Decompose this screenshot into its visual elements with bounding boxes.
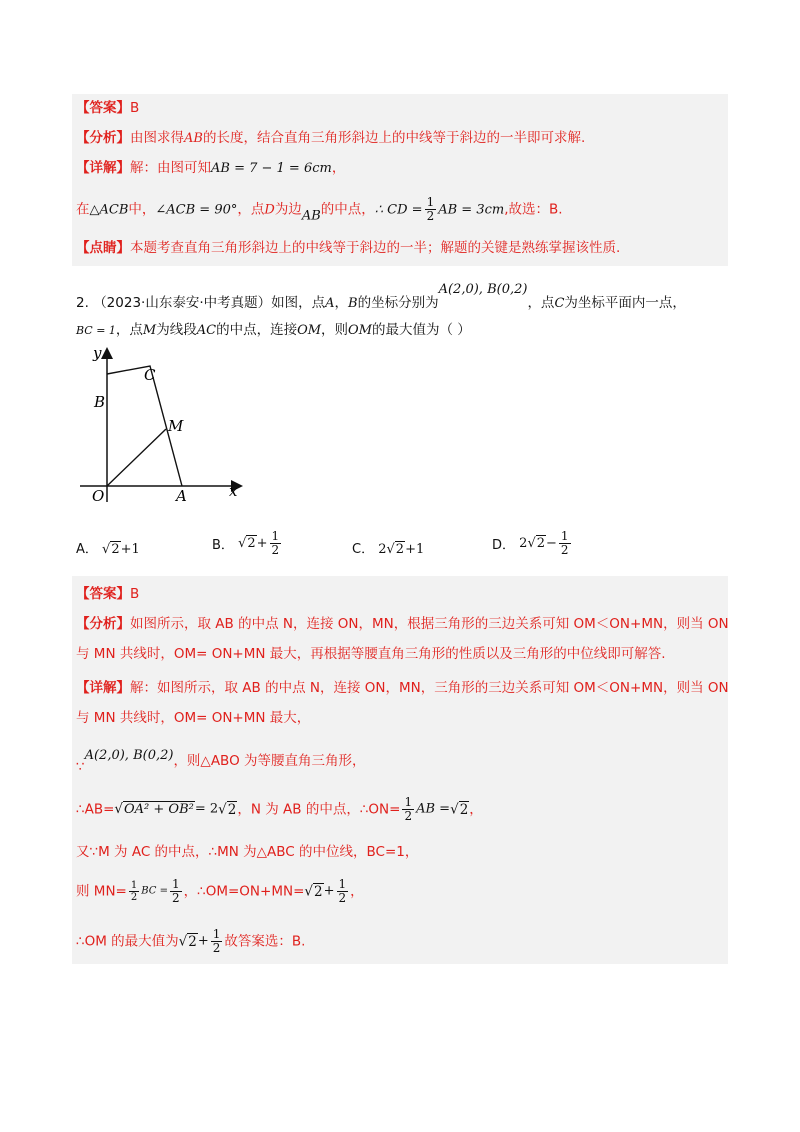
answer-line-2: 【答案】B: [76, 586, 140, 602]
option-a[interactable]: A． √2+1: [76, 542, 140, 557]
label-m: M: [168, 417, 184, 435]
segment-om: [107, 429, 166, 486]
comment-tag: 【点睛】: [76, 240, 130, 256]
analysis-line-1: 【分析】由图求得AB的长度，结合直角三角形斜边上的中线等于斜边的一半即可求解.: [76, 130, 586, 146]
detail-2-line-1: 【详解】解：如图所示，取 AB 的中点 N，连接 ON，MN，三角形的三边关系可知 OM＜ON+MN，则当 ON: [76, 680, 729, 696]
option-c[interactable]: C． 2√2+1: [352, 542, 425, 557]
detail-line-1: 【详解】解：由图可知AB = 7 − 1 = 6cm，: [76, 160, 346, 176]
option-b[interactable]: B． √2+ $\frac{1}{2}$: [212, 529, 280, 557]
answer-line-1: [76, 98, 139, 118]
detail-2-line-7: ∴OM 的最大值为√2+ $\frac{1}{2}$ 故答案选：B.: [76, 927, 306, 955]
question-2-line-2: BC = 1，点M为线段AC的中点，连接OM，则OM的最大值为（ ）: [76, 322, 471, 338]
comment-line: 【点睛】本题考查直角三角形斜边上的中线等于斜边的一半；解题的关键是熟练掌握该性质.: [76, 240, 621, 256]
label-o: O: [92, 487, 105, 504]
analysis-2-line-2: 与 MN 共线时，OM= ON+MN 最大，再根据等腰直角三角形的性质以及三角形的中位线即可解答.: [76, 646, 666, 662]
detail-2-line-4: ∴AB=√OA² + OB²= 2√2，N 为 AB 的中点，∴ON= $\frac{1}{2}$ AB =√2，: [76, 795, 483, 823]
label-c: C: [144, 366, 156, 384]
detail-tag: 【详解】: [76, 160, 130, 176]
fraction-half: $\frac{1}{2}$: [426, 195, 435, 223]
answer-value: B: [130, 100, 140, 116]
analysis-2-line-1: 【分析】如图所示，取 AB 的中点 N，连接 ON，MN，根据三角形的三边关系可知 OM＜ON+MN，则当 ON: [76, 616, 729, 632]
detail-2-line-5: 又∵M 为 AC 的中点，∴MN 为△ABC 的中位线，BC=1，: [76, 844, 419, 860]
detail-2-line-2: 与 MN 共线时，OM= ON+MN 最大，: [76, 710, 311, 726]
label-b: B: [94, 393, 106, 411]
detail-2-line-6: 则 MN= $\frac{1}{2}$ BC = $\frac{1}{2}$ ，∴OM=ON+MN=√2+ $\frac{1}{2}$ ，: [76, 877, 364, 905]
label-x: x: [229, 482, 238, 500]
answer-tag: 【答案】: [76, 100, 130, 116]
label-y: y: [93, 344, 102, 362]
detail-2-line-3: ∵A(2,0), B(0,2)，则△ABO 为等腰直角三角形，: [76, 748, 366, 775]
label-a: A: [176, 487, 187, 504]
detail-line-2: 在△ACB中，∠ACB = 90°，点D为边AB的中点，∴ CD = $\frac{1}{2}$ AB = 3cm,故选：B.: [76, 195, 563, 224]
analysis-tag: 【分析】: [76, 130, 130, 146]
coordinate-figure: [80, 344, 250, 504]
question-2-line-1: 2. （2023·山东泰安·中考真题）如图，点A，B的坐标分别为A(2,0), B(0,2)，点C为坐标平面内一点，: [76, 282, 686, 311]
option-d[interactable]: D． 2√2− $\frac{1}{2}$: [492, 529, 569, 557]
